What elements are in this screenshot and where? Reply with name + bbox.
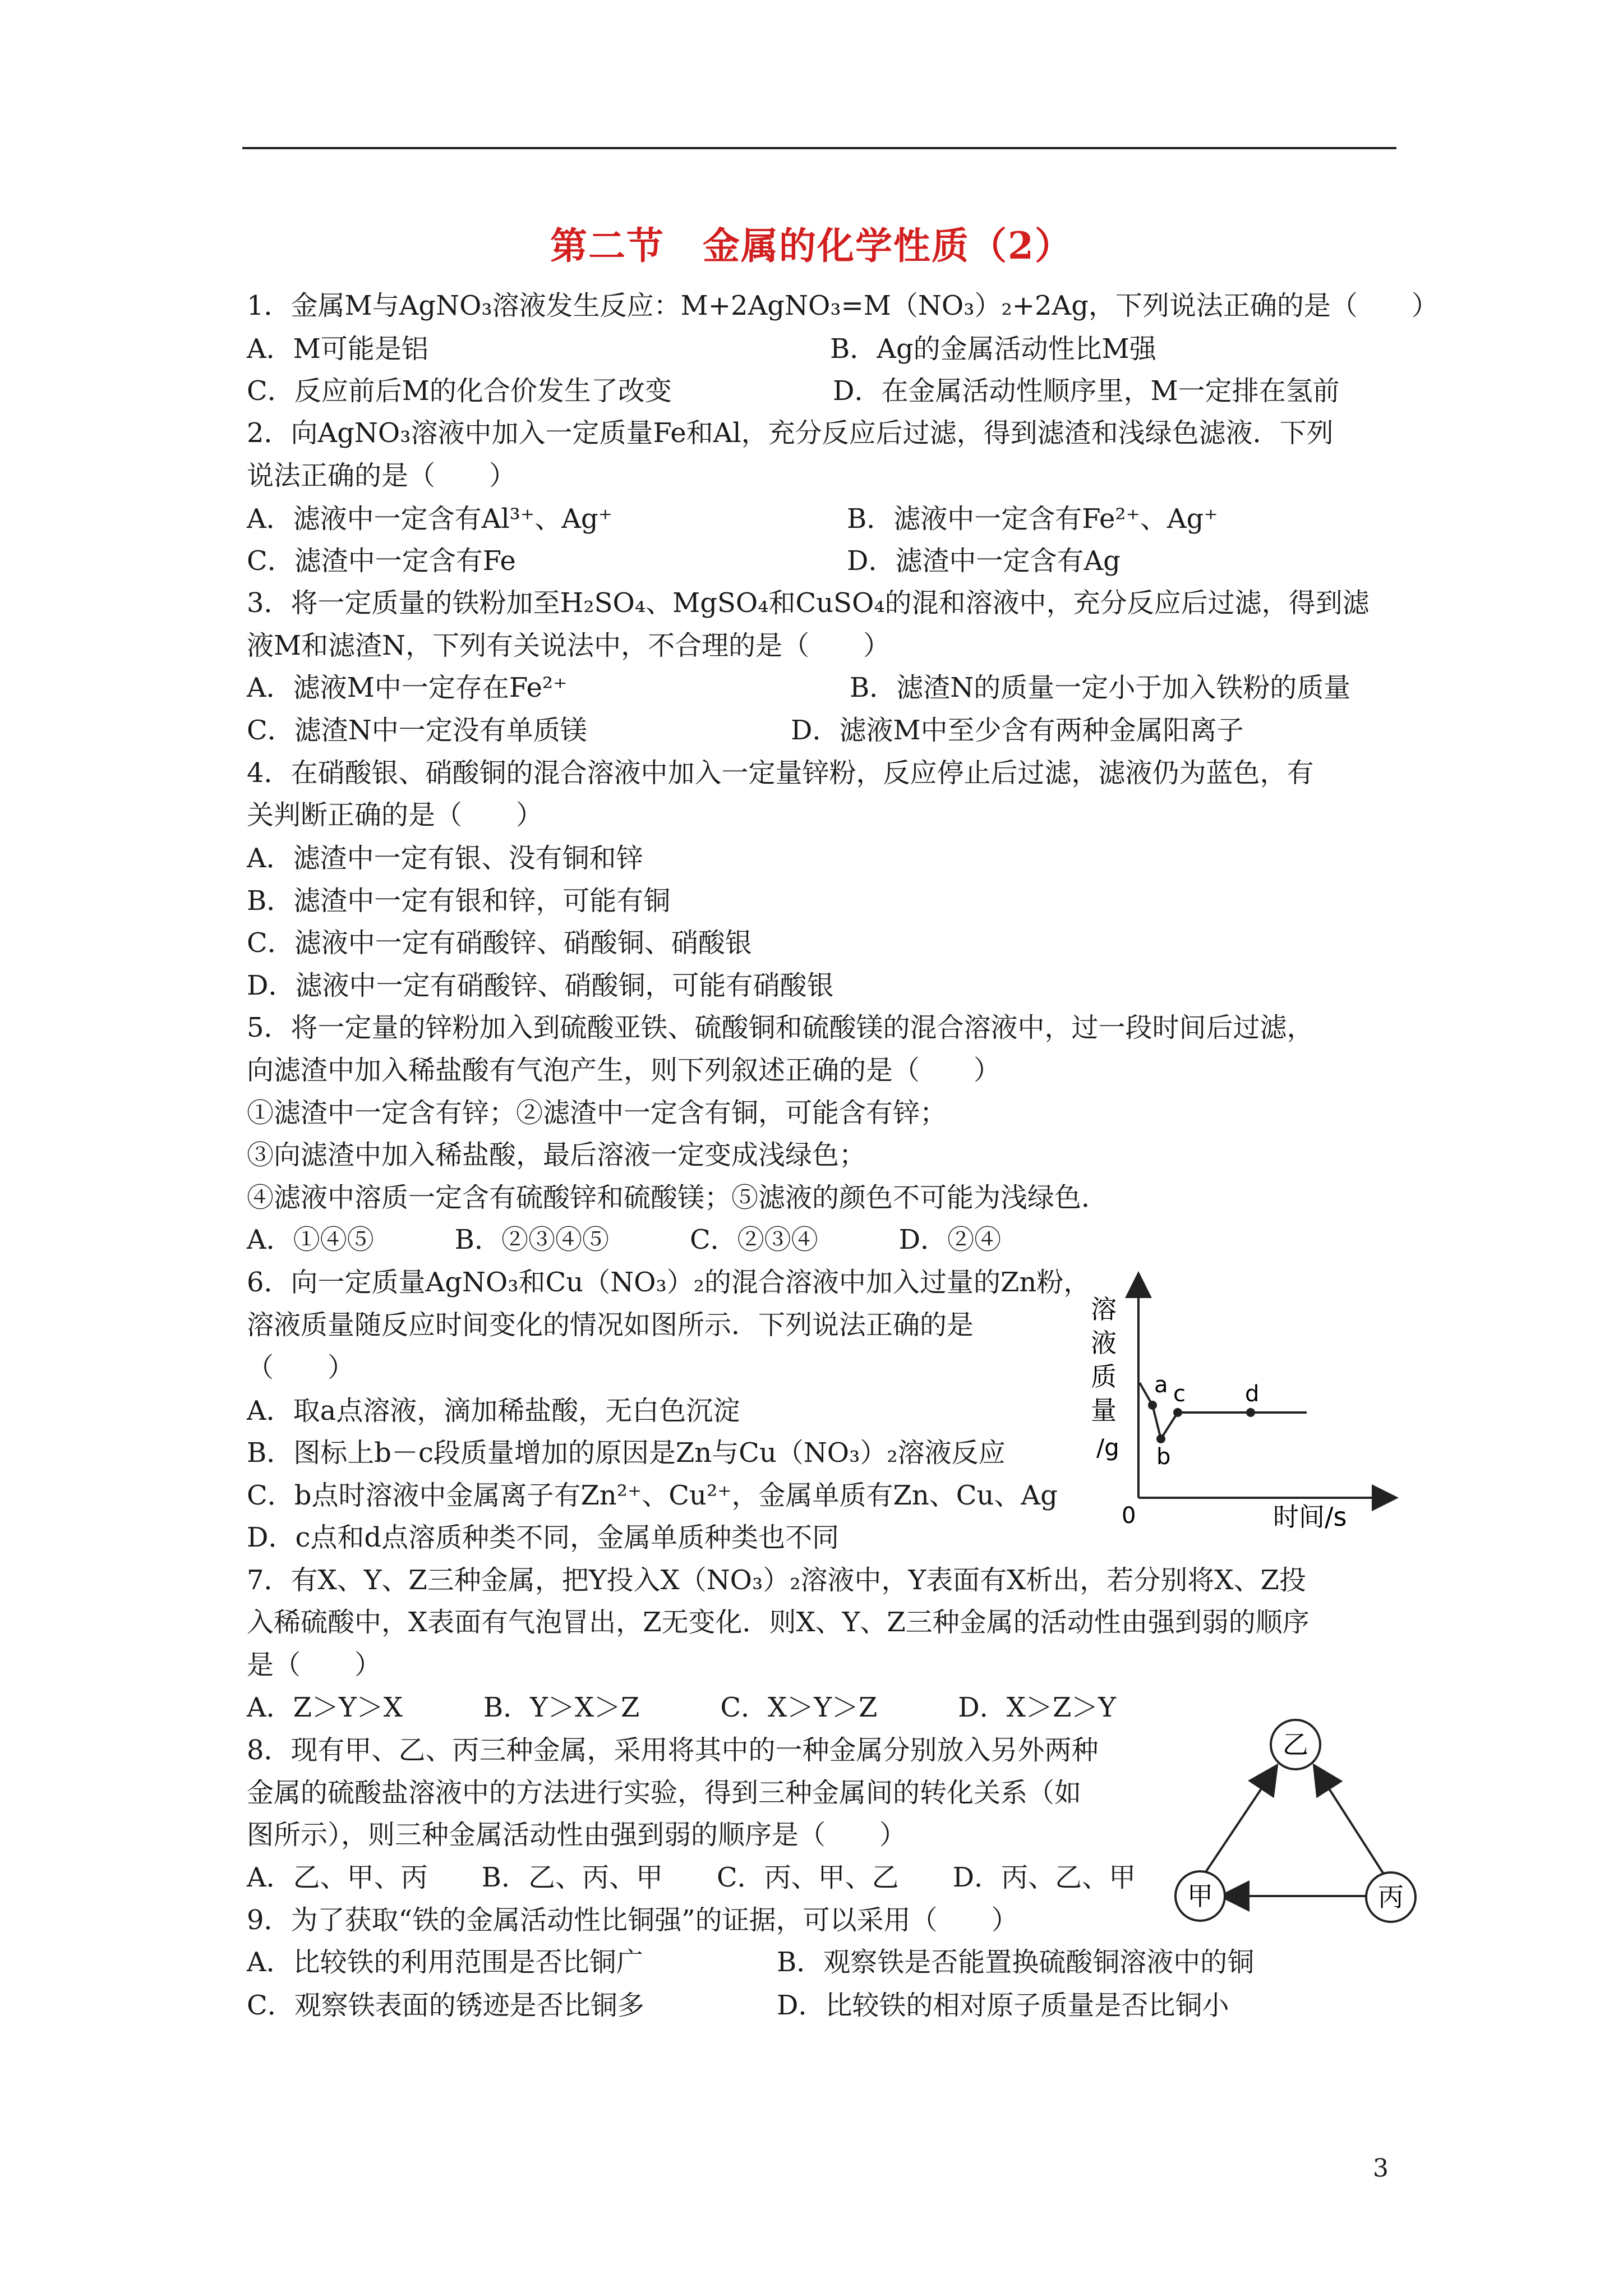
line-text: 图所示），则三种金属活动性由强到弱的顺序是（ ） bbox=[247, 1819, 907, 1851]
option-second-column: B．Ag的金属活动性比M强 bbox=[830, 333, 1156, 365]
point-b-label: b bbox=[1156, 1444, 1171, 1470]
line-text: 说法正确的是（ ） bbox=[247, 460, 517, 491]
page-title: 第二节 金属的化学性质（2） bbox=[550, 224, 1073, 268]
line-text: 金属的硫酸盐溶液中的方法进行实验，得到三种金属间的转化关系（如 bbox=[247, 1777, 1082, 1809]
line-text: A．Z＞Y＞X B．Y＞X＞Z C．X＞Y＞Z D．X＞Z＞Y bbox=[247, 1692, 1116, 1723]
line-text: A．M可能是铝 bbox=[247, 333, 428, 365]
question-line bbox=[247, 416, 1334, 450]
question-line bbox=[247, 1861, 1136, 1894]
question-line bbox=[247, 1181, 1108, 1214]
point-c-label: c bbox=[1173, 1381, 1186, 1407]
question-line bbox=[247, 884, 670, 918]
line-text: B．滤渣中一定有银和锌，可能有铜 bbox=[247, 885, 671, 917]
y-label-4: 量 bbox=[1091, 1395, 1117, 1425]
metal-yi-label: 乙 bbox=[1283, 1729, 1308, 1760]
line-text: （ ） bbox=[247, 1352, 355, 1383]
question-line bbox=[247, 1351, 354, 1384]
x-label: 时间/s bbox=[1273, 1502, 1347, 1531]
point-d-label: d bbox=[1245, 1381, 1260, 1407]
question-line bbox=[247, 629, 890, 662]
line-text: D．c点和d点溶质种类不同，金属单质种类也不同 bbox=[247, 1522, 840, 1553]
line-text: 1．金属M与AgNO₃溶液发生反应：M+2AgNO₃=M（NO₃）₂+2Ag，下列说法正确的是（ ） bbox=[247, 290, 1438, 321]
line-text: B．图标上b－c段质量增加的原因是Zn与Cu（NO₃）₂溶液反应 bbox=[247, 1437, 1006, 1469]
question-line bbox=[247, 1903, 1018, 1937]
metal-triangle-diagram bbox=[1161, 1717, 1430, 1930]
line-text: 液M和滤渣N，下列有关说法中，不合理的是（ ） bbox=[247, 630, 891, 661]
question-line bbox=[247, 714, 587, 747]
line-text: C．b点时溶液中金属离子有Zn²⁺、Cu²⁺，金属单质有Zn、Cu、Ag bbox=[247, 1480, 1058, 1511]
question-line bbox=[247, 1096, 947, 1130]
question-line bbox=[247, 289, 1438, 323]
line-text: 4．在硝酸银、硝酸铜的混合溶液中加入一定量锌粉，反应停止后过滤，滤液仍为蓝色，有 bbox=[247, 757, 1314, 789]
question-line bbox=[247, 1223, 1001, 1257]
line-text: 7．有X、Y、Z三种金属，把Y投入X（NO₃）₂溶液中，Y表面有X析出，若分别将X、Z投 bbox=[247, 1565, 1306, 1596]
line-text: 入稀硫酸中，X表面有气泡冒出，Z无变化．则X、Y、Z三种金属的活动性由强到弱的顺序 bbox=[247, 1607, 1310, 1638]
y-label-1: 溶 bbox=[1091, 1294, 1117, 1324]
point-a-label: a bbox=[1154, 1372, 1168, 1398]
line-text: A．①④⑤ B．②③④⑤ C．②③④ D．②④ bbox=[247, 1224, 1002, 1255]
page-number: 3 bbox=[1373, 2154, 1389, 2183]
question-line bbox=[247, 798, 543, 832]
question-line bbox=[247, 1308, 974, 1342]
line-text: C．滤液中一定有硝酸锌、硝酸铜、硝酸银 bbox=[247, 927, 752, 959]
line-text: A．滤液M中一定存在Fe²⁺ bbox=[247, 672, 568, 703]
y-label-3: 质 bbox=[1091, 1361, 1117, 1392]
question-line bbox=[247, 332, 428, 366]
line-text: C．反应前后M的化合价发生了改变 bbox=[247, 375, 672, 407]
line-text: 关判断正确的是（ ） bbox=[247, 799, 543, 831]
point-d bbox=[1246, 1408, 1255, 1417]
y-unit: /g bbox=[1096, 1434, 1119, 1461]
question-line bbox=[247, 1053, 1000, 1087]
metal-jia-label: 甲 bbox=[1187, 1881, 1213, 1911]
question-line bbox=[247, 1266, 1090, 1299]
line-text: A．乙、甲、丙 B．乙、丙、甲 C．丙、甲、乙 D．丙、乙、甲 bbox=[247, 1862, 1136, 1893]
line-text: A．滤液中一定含有Al³⁺、Ag⁺ bbox=[247, 503, 612, 535]
question-line bbox=[247, 1818, 906, 1852]
question-line bbox=[247, 586, 1370, 620]
option-second-column: B．滤液中一定含有Fe²⁺、Ag⁺ bbox=[847, 503, 1218, 535]
line-text: 溶液质量随反应时间变化的情况如图所示．下列说法正确的是 bbox=[247, 1309, 974, 1341]
line-text: 8．现有甲、乙、丙三种金属，采用将其中的一种金属分别放入另外两种 bbox=[247, 1734, 1099, 1766]
line-text: A．取a点溶液，滴加稀盐酸，无白色沉淀 bbox=[247, 1395, 740, 1427]
question-line bbox=[247, 1394, 740, 1428]
question-line bbox=[247, 1733, 1099, 1767]
question-line bbox=[247, 1776, 1081, 1810]
line-text: C．观察铁表面的锈迹是否比铜多 bbox=[247, 1990, 644, 2021]
question-line bbox=[247, 502, 612, 536]
question-line bbox=[247, 1605, 1310, 1639]
question-line bbox=[247, 374, 672, 408]
question-line bbox=[247, 926, 752, 960]
question-line bbox=[247, 544, 516, 578]
point-b bbox=[1156, 1434, 1165, 1443]
line-text: 5．将一定量的锌粉加入到硫酸亚铁、硫酸铜和硫酸镁的混合溶液中，过一段时间后过滤， bbox=[247, 1012, 1314, 1043]
question-line bbox=[247, 1521, 839, 1554]
question-line bbox=[247, 1436, 1006, 1470]
question-line bbox=[247, 1138, 866, 1172]
solution-mass-graph bbox=[1088, 1268, 1402, 1531]
line-text: C．滤渣N中一定没有单质镁 bbox=[247, 715, 587, 746]
option-second-column: D．比较铁的相对原子质量是否比铜小 bbox=[777, 1990, 1229, 2021]
question-line bbox=[247, 1011, 1314, 1045]
line-text: ④滤液中溶质一定含有硫酸锌和硫酸镁；⑤滤液的颜色不可能为浅绿色． bbox=[247, 1182, 1109, 1213]
origin-label: 0 bbox=[1122, 1503, 1136, 1529]
arrow-right-to-top bbox=[1315, 1767, 1385, 1876]
line-text: 9．为了获取“铁的金属活动性比铜强”的证据，可以采用（ ） bbox=[247, 1904, 1018, 1936]
option-second-column: D．在金属活动性顺序里，M一定排在氢前 bbox=[833, 375, 1340, 407]
line-text: C．滤渣中一定含有Fe bbox=[247, 545, 516, 577]
line-text: 6．向一定质量AgNO₃和Cu（NO₃）₂的混合溶液中加入过量的Zn粉， bbox=[247, 1267, 1091, 1298]
line-text: 3．将一定质量的铁粉加至H₂SO₄、MgSO₄和CuSO₄的混和溶液中，充分反应后过滤，得到滤 bbox=[247, 587, 1370, 619]
line-text: 是（ ） bbox=[247, 1649, 382, 1681]
y-label-2: 液 bbox=[1091, 1328, 1117, 1358]
question-line bbox=[247, 459, 516, 493]
point-c bbox=[1173, 1408, 1182, 1417]
option-second-column: D．滤液M中至少含有两种金属阳离子 bbox=[791, 715, 1244, 746]
line-text: A．滤渣中一定有银、没有铜和锌 bbox=[247, 843, 643, 874]
question-line bbox=[247, 1648, 381, 1682]
question-line bbox=[247, 1479, 1058, 1512]
header-rule bbox=[242, 147, 1396, 149]
option-second-column: B．观察铁是否能置换硫酸铜溶液中的铜 bbox=[777, 1947, 1255, 1978]
question-line bbox=[247, 1563, 1306, 1597]
line-text: 2．向AgNO₃溶液中加入一定质量Fe和Al，充分反应后过滤，得到滤渣和浅绿色滤液．下列 bbox=[247, 417, 1334, 449]
line-text: A．比较铁的利用范围是否比铜广 bbox=[247, 1947, 643, 1978]
line-text: ①滤渣中一定含有锌；②滤渣中一定含有铜，可能含有锌； bbox=[247, 1097, 947, 1129]
option-second-column: B．滤渣N的质量一定小于加入铁粉的质量 bbox=[850, 672, 1351, 703]
line-text: D．滤液中一定有硝酸锌、硝酸铜，可能有硝酸银 bbox=[247, 970, 834, 1001]
question-line bbox=[247, 841, 643, 875]
line-text: ③向滤渣中加入稀盐酸，最后溶液一定变成浅绿色； bbox=[247, 1139, 866, 1171]
point-a bbox=[1148, 1401, 1157, 1410]
option-second-column: D．滤渣中一定含有Ag bbox=[847, 545, 1121, 577]
arrow-left-to-top bbox=[1205, 1767, 1276, 1874]
metal-bing-label: 丙 bbox=[1378, 1882, 1404, 1912]
question-line bbox=[247, 1945, 643, 1979]
question-line bbox=[247, 671, 567, 705]
question-line bbox=[247, 756, 1314, 790]
question-line bbox=[247, 1989, 644, 2022]
question-line bbox=[247, 1691, 1116, 1724]
line-text: 向滤渣中加入稀盐酸有气泡产生，则下列叙述正确的是（ ） bbox=[247, 1055, 1001, 1086]
question-line bbox=[247, 969, 834, 1002]
